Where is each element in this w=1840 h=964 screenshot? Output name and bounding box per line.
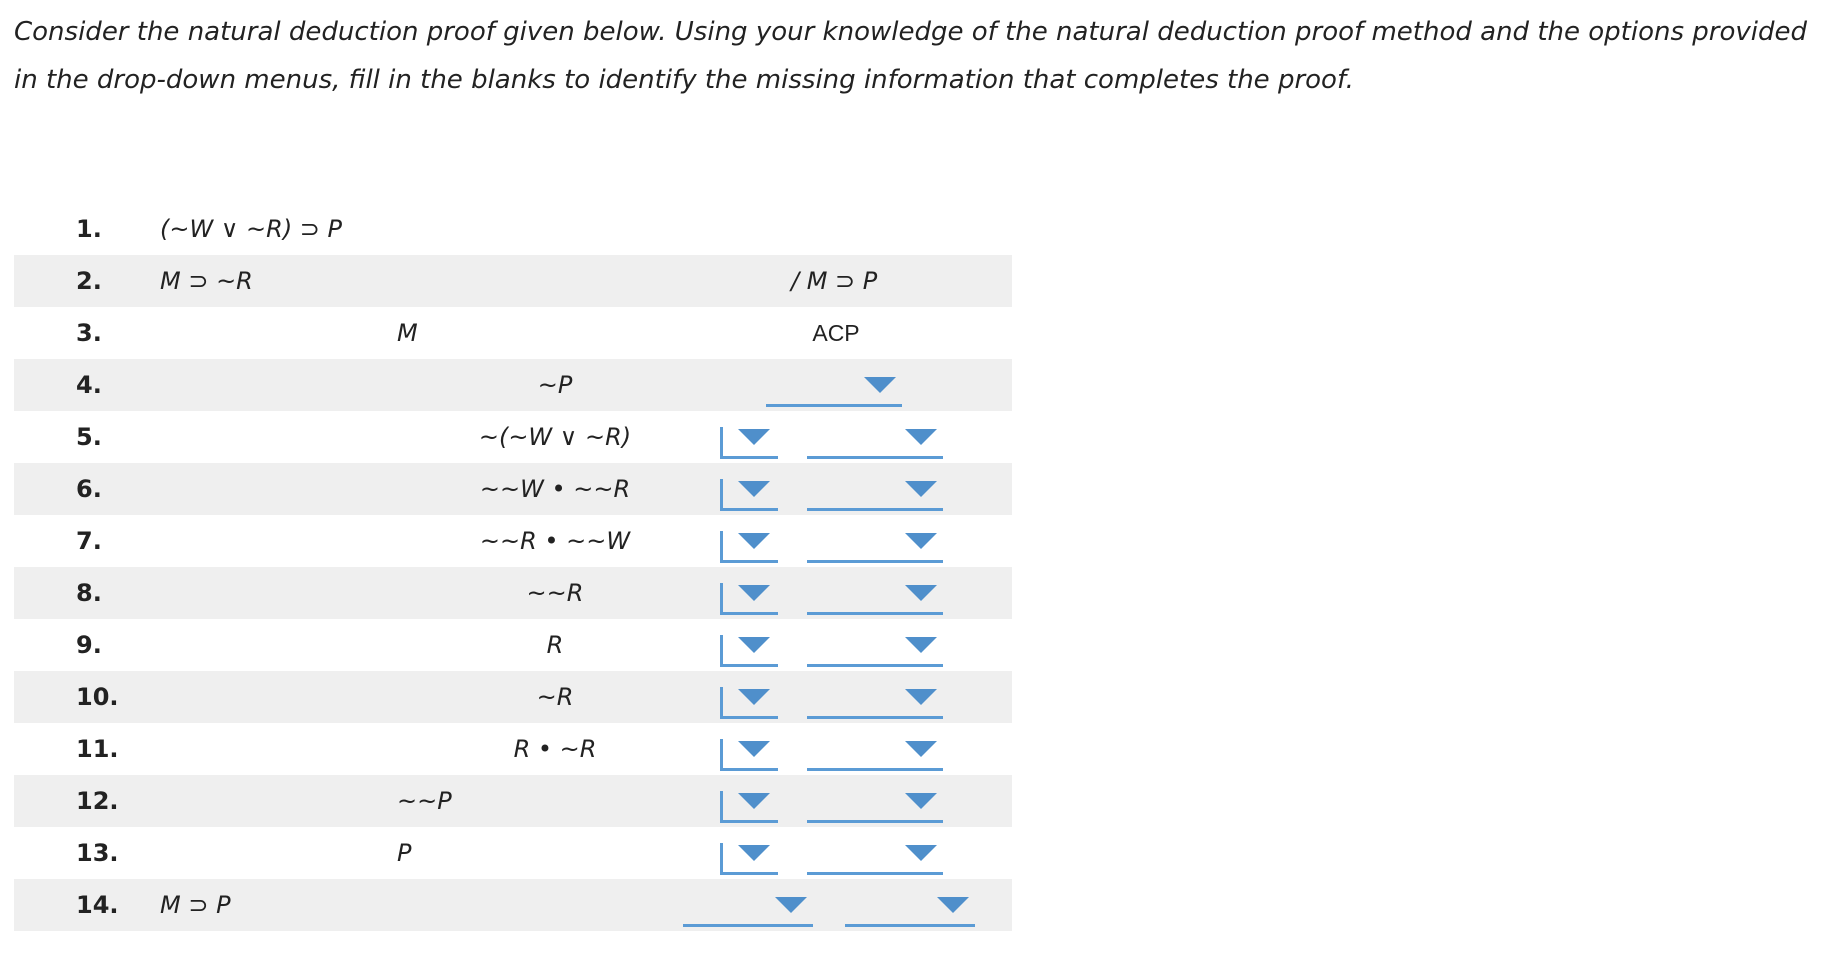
justification-label: ACP <box>812 320 860 346</box>
line-number: 9. <box>76 631 102 659</box>
line-number: 7. <box>76 527 102 555</box>
formula: ~P <box>537 371 573 399</box>
caret-down-icon <box>738 533 770 549</box>
line-number: 1. <box>76 215 102 243</box>
proof-row-14 <box>14 879 1012 931</box>
rule-dropdown[interactable] <box>807 833 943 875</box>
rule-dropdown[interactable] <box>766 365 902 407</box>
formula: ~~R • ~~W <box>479 527 631 555</box>
line-number: 12. <box>76 787 119 815</box>
rule-dropdown[interactable] <box>807 781 943 823</box>
line-reference-dropdown[interactable] <box>720 833 778 875</box>
conclusion-marker: / M ⊃ P <box>791 267 878 295</box>
dropdown-left-border <box>720 531 723 563</box>
line-reference-dropdown[interactable] <box>720 677 778 719</box>
caret-down-icon <box>905 637 937 653</box>
formula: R <box>546 631 564 659</box>
line-number: 10. <box>76 683 119 711</box>
formula: (~W ∨ ~R) ⊃ P <box>160 215 343 243</box>
dropdown-left-border <box>720 427 723 459</box>
line-number: 14. <box>76 891 119 919</box>
line-number: 8. <box>76 579 102 607</box>
caret-down-icon <box>905 481 937 497</box>
proof-row-9 <box>14 619 1012 671</box>
proof-row-10 <box>14 671 1012 723</box>
dropdown-left-border <box>720 583 723 615</box>
line-reference-dropdown[interactable] <box>720 573 778 615</box>
line-number: 4. <box>76 371 102 399</box>
line-reference-dropdown[interactable] <box>720 729 778 771</box>
line-reference-dropdown[interactable] <box>720 781 778 823</box>
proof-row-11 <box>14 723 1012 775</box>
rule-dropdown[interactable] <box>807 417 943 459</box>
rule-dropdown[interactable] <box>845 885 975 927</box>
caret-down-icon <box>738 793 770 809</box>
line-reference-dropdown[interactable] <box>720 469 778 511</box>
caret-down-icon <box>775 897 807 913</box>
formula: ~R <box>536 683 574 711</box>
formula: M <box>397 319 418 347</box>
dropdown-left-border <box>720 479 723 511</box>
formula: ~~W • ~~R <box>479 475 631 503</box>
line-reference-dropdown[interactable] <box>720 625 778 667</box>
line-number: 5. <box>76 423 102 451</box>
dropdown-left-border <box>720 843 723 875</box>
caret-down-icon <box>738 845 770 861</box>
line-number: 6. <box>76 475 102 503</box>
line-reference-dropdown[interactable] <box>720 521 778 563</box>
caret-down-icon <box>905 429 937 445</box>
proof-row-5 <box>14 411 1012 463</box>
proof-row-2 <box>14 255 1012 307</box>
formula: ~~P <box>397 787 452 815</box>
proof-row-4 <box>14 359 1012 411</box>
instructions-text: Consider the natural deduction proof given below. Using your knowledge of the natural deduction proof method and the options provided in the drop-down menus, fill in the blanks to identify the missing information that completes the proof. <box>14 17 1807 95</box>
caret-down-icon <box>738 585 770 601</box>
caret-down-icon <box>738 481 770 497</box>
caret-down-icon <box>937 897 969 913</box>
line-number: 2. <box>76 267 102 295</box>
proof-row-12 <box>14 775 1012 827</box>
formula: R • ~R <box>513 735 597 763</box>
caret-down-icon <box>905 845 937 861</box>
formula: M ⊃ P <box>160 891 231 919</box>
formula: M ⊃ ~R <box>160 267 253 295</box>
dropdown-left-border <box>720 687 723 719</box>
caret-down-icon <box>905 689 937 705</box>
dropdown-left-border <box>720 739 723 771</box>
proof-row-8 <box>14 567 1012 619</box>
caret-down-icon <box>905 533 937 549</box>
rule-dropdown[interactable] <box>807 677 943 719</box>
proof-row-6 <box>14 463 1012 515</box>
rule-dropdown[interactable] <box>807 729 943 771</box>
line-reference-dropdown[interactable] <box>683 885 813 927</box>
rule-dropdown[interactable] <box>807 469 943 511</box>
caret-down-icon <box>905 741 937 757</box>
caret-down-icon <box>738 429 770 445</box>
line-number: 13. <box>76 839 119 867</box>
formula: P <box>397 839 412 867</box>
proof-row-7 <box>14 515 1012 567</box>
proof-row-1 <box>14 203 1012 255</box>
rule-dropdown[interactable] <box>807 573 943 615</box>
formula: ~(~W ∨ ~R) <box>478 423 632 451</box>
rule-dropdown[interactable] <box>807 521 943 563</box>
caret-down-icon <box>905 585 937 601</box>
line-number: 11. <box>76 735 119 763</box>
rule-dropdown[interactable] <box>807 625 943 667</box>
line-number: 3. <box>76 319 102 347</box>
proof-row-3 <box>14 307 1012 359</box>
dropdown-left-border <box>720 791 723 823</box>
caret-down-icon <box>738 689 770 705</box>
dropdown-left-border <box>720 635 723 667</box>
caret-down-icon <box>738 637 770 653</box>
formula: ~~R <box>526 579 584 607</box>
caret-down-icon <box>864 377 896 393</box>
caret-down-icon <box>905 793 937 809</box>
caret-down-icon <box>738 741 770 757</box>
proof-row-13 <box>14 827 1012 879</box>
proof-table <box>14 203 1012 931</box>
line-reference-dropdown[interactable] <box>720 417 778 459</box>
